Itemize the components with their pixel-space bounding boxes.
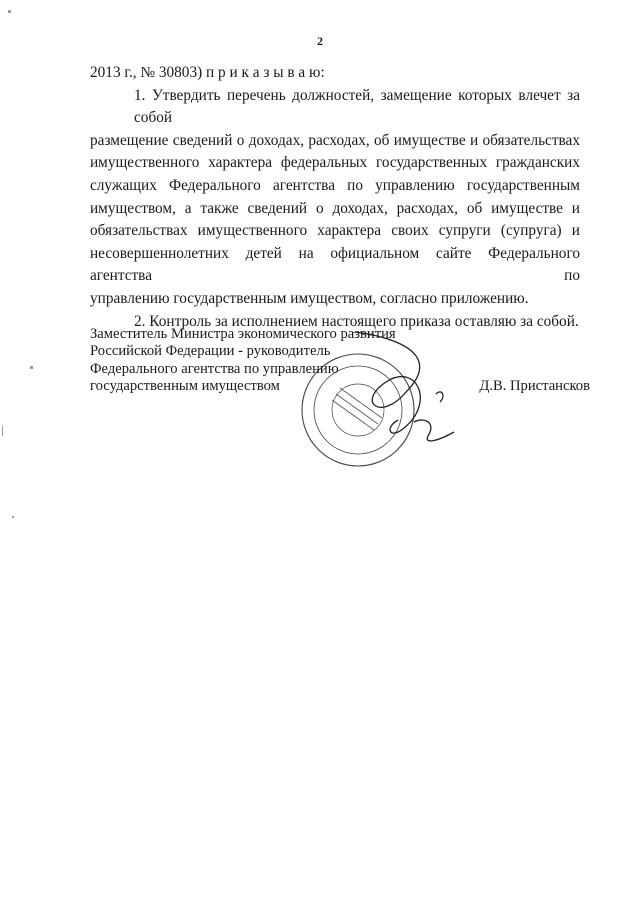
item1-line: служащих Федерального агентства по управлению государственным [90, 176, 580, 194]
page-number: 2 [317, 34, 323, 48]
signatory-name: Д.В. Пристансков [479, 378, 590, 395]
seal-text-mark [332, 400, 374, 430]
signatory-position-line: государственным имуществом [90, 378, 280, 395]
scan-speck [2, 426, 3, 436]
scan-speck [30, 366, 33, 369]
item1-line: имущественного характера федеральных государственных гражданских [90, 154, 580, 172]
signature-block [90, 326, 590, 396]
item1-line: размещение сведений о доходах, расходах, об имуществе и обязательствах [90, 131, 580, 149]
item1-line: несовершеннолетних детей на официальном сайте Федерального агентства по [90, 244, 580, 285]
signature-stroke [414, 420, 454, 441]
signatory-position-line: Федерального агентства по управлению [90, 360, 339, 377]
item1-line: обязательствах имущественного характера своих супруги (супруга) и [90, 222, 580, 240]
signatory-position-line: Российской Федерации - руководитель [90, 343, 331, 360]
intro-line: 2013 г., № 30803) п р и к а з ы в а ю: [90, 64, 325, 81]
order-text [90, 62, 580, 333]
signatory-position-line: Заместитель Министра экономического развития [90, 326, 396, 342]
item1-line: 1. Утвердить перечень должностей, замещение которых влечет за собой [134, 86, 580, 127]
item1-line: управлению государственным имуществом, согласно приложению. [90, 289, 529, 307]
item2-line: 2. Контроль за исполнением настоящего приказа оставляю за собой. [134, 312, 579, 330]
scan-speck [8, 10, 11, 13]
item1-line: имуществом, а также сведений о доходах, расходах, об имуществе и [90, 199, 580, 217]
scan-speck [12, 516, 14, 518]
